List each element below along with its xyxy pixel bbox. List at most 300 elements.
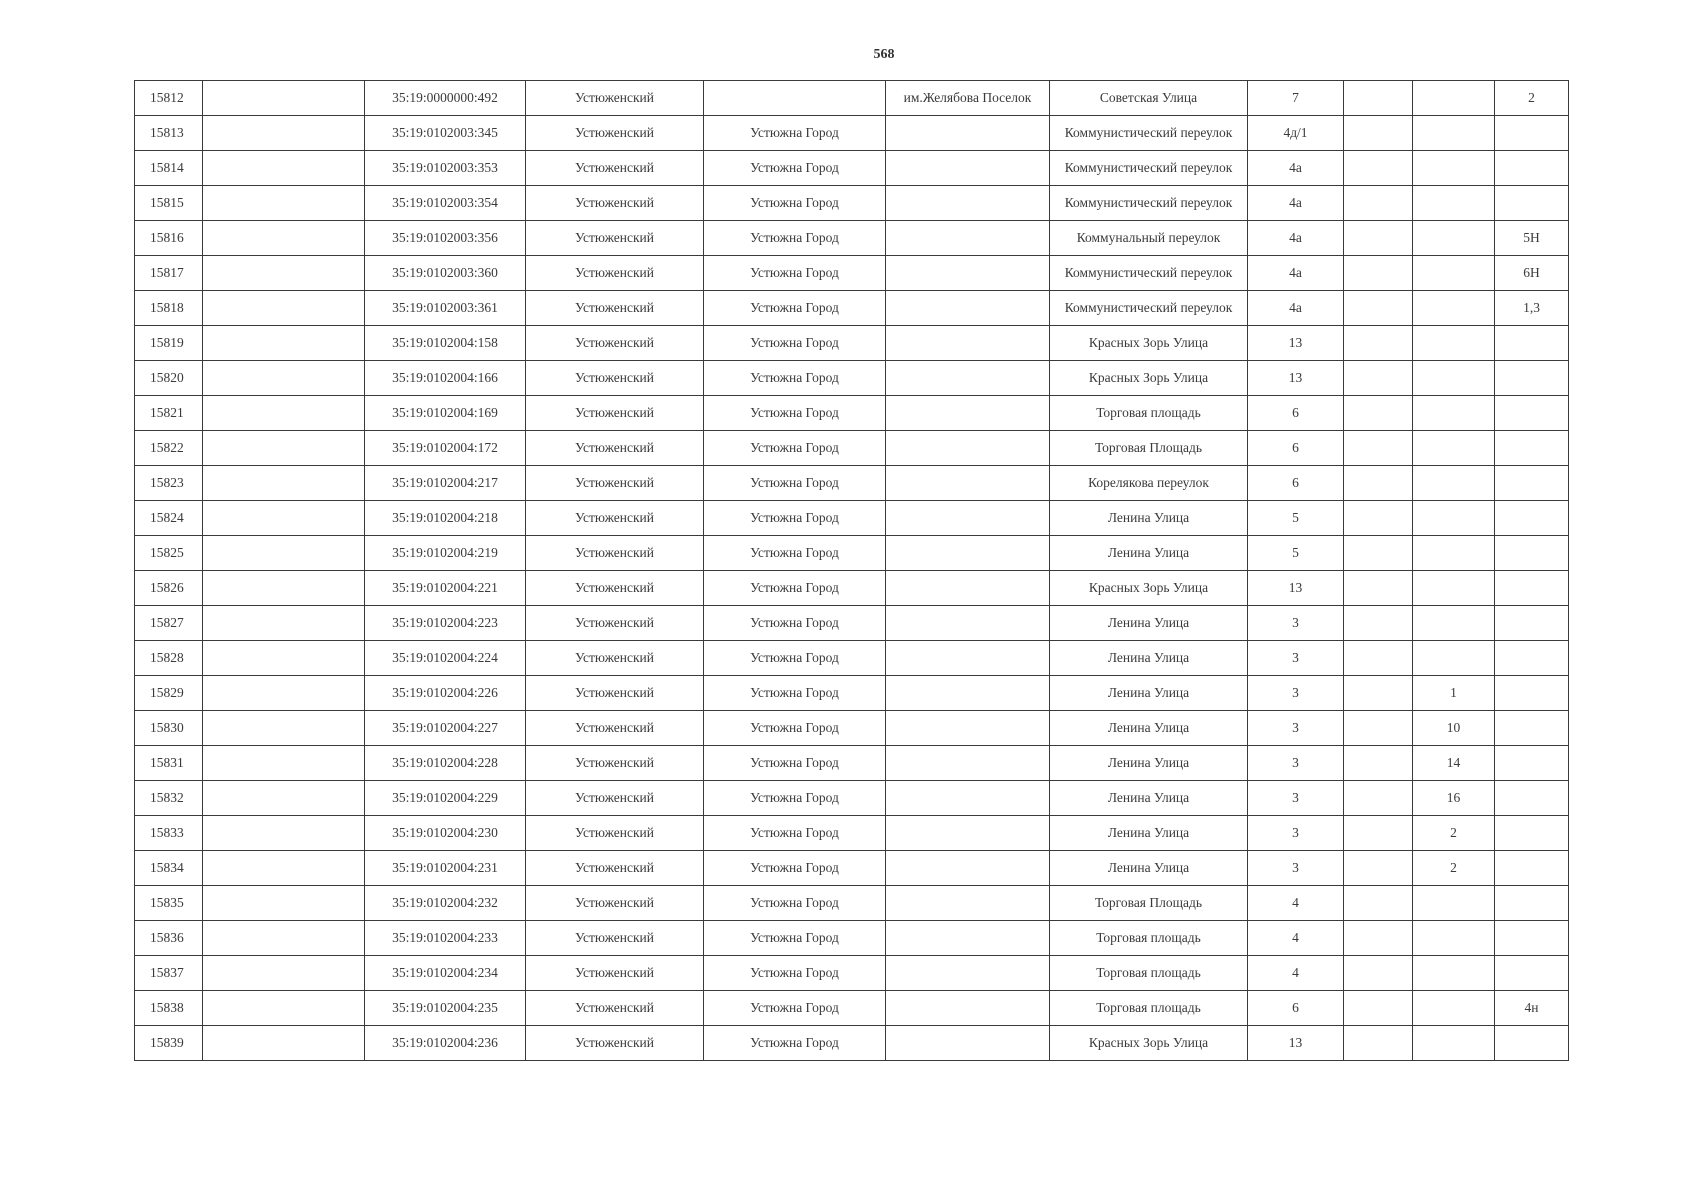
cell-cadastral-number: 35:19:0102004:218 bbox=[365, 501, 526, 536]
cell-blank bbox=[203, 326, 365, 361]
cell-record-number: 15816 bbox=[135, 221, 203, 256]
cell-blank bbox=[203, 991, 365, 1026]
cell-city: Устюжна Город bbox=[704, 781, 886, 816]
cell-blank bbox=[203, 641, 365, 676]
cell-street: Торговая площадь bbox=[1050, 956, 1248, 991]
cell-room bbox=[1495, 116, 1569, 151]
cell-city: Устюжна Город bbox=[704, 501, 886, 536]
cell-settlement bbox=[886, 781, 1050, 816]
cell-district: Устюженский bbox=[526, 116, 704, 151]
cell-room bbox=[1495, 151, 1569, 186]
cell-city bbox=[704, 81, 886, 116]
cell-house: 3 bbox=[1248, 641, 1344, 676]
cell-street: Корелякова переулок bbox=[1050, 466, 1248, 501]
cell-cadastral-number: 35:19:0102004:234 bbox=[365, 956, 526, 991]
cell-blank bbox=[203, 956, 365, 991]
cell-apartment bbox=[1413, 886, 1495, 921]
cell-blank bbox=[203, 676, 365, 711]
cell-record-number: 15824 bbox=[135, 501, 203, 536]
cell-house: 4 bbox=[1248, 886, 1344, 921]
cell-cadastral-number: 35:19:0102004:158 bbox=[365, 326, 526, 361]
cell-record-number: 15812 bbox=[135, 81, 203, 116]
cell-building bbox=[1344, 291, 1413, 326]
cell-cadastral-number: 35:19:0102004:223 bbox=[365, 606, 526, 641]
cell-settlement bbox=[886, 816, 1050, 851]
cell-settlement bbox=[886, 1026, 1050, 1061]
table-row bbox=[135, 396, 1569, 431]
cell-apartment bbox=[1413, 641, 1495, 676]
cell-blank bbox=[203, 151, 365, 186]
cell-cadastral-number: 35:19:0102004:166 bbox=[365, 361, 526, 396]
cell-blank bbox=[203, 291, 365, 326]
cell-blank bbox=[203, 116, 365, 151]
cell-blank bbox=[203, 466, 365, 501]
cell-cadastral-number: 35:19:0102004:236 bbox=[365, 1026, 526, 1061]
cell-district: Устюженский bbox=[526, 816, 704, 851]
cell-district: Устюженский bbox=[526, 501, 704, 536]
cell-apartment bbox=[1413, 396, 1495, 431]
cell-apartment bbox=[1413, 221, 1495, 256]
cell-room: 6Н bbox=[1495, 256, 1569, 291]
cell-district: Устюженский bbox=[526, 676, 704, 711]
cell-record-number: 15822 bbox=[135, 431, 203, 466]
cell-building bbox=[1344, 186, 1413, 221]
cell-street: Ленина Улица bbox=[1050, 816, 1248, 851]
cell-street: Коммунистический переулок bbox=[1050, 256, 1248, 291]
table-row bbox=[135, 81, 1569, 116]
cell-record-number: 15829 bbox=[135, 676, 203, 711]
cell-building bbox=[1344, 396, 1413, 431]
cell-building bbox=[1344, 606, 1413, 641]
table-row bbox=[135, 991, 1569, 1026]
cell-apartment: 16 bbox=[1413, 781, 1495, 816]
cell-house: 13 bbox=[1248, 361, 1344, 396]
cell-house: 4а bbox=[1248, 221, 1344, 256]
cell-blank bbox=[203, 536, 365, 571]
cell-settlement bbox=[886, 991, 1050, 1026]
cell-record-number: 15832 bbox=[135, 781, 203, 816]
cell-apartment bbox=[1413, 956, 1495, 991]
registry-table bbox=[134, 80, 1569, 1061]
cell-record-number: 15830 bbox=[135, 711, 203, 746]
cell-room bbox=[1495, 781, 1569, 816]
cell-blank bbox=[203, 431, 365, 466]
cell-settlement bbox=[886, 606, 1050, 641]
cell-street: Красных Зорь Улица bbox=[1050, 326, 1248, 361]
cell-house: 3 bbox=[1248, 851, 1344, 886]
cell-building bbox=[1344, 781, 1413, 816]
cell-city: Устюжна Город bbox=[704, 466, 886, 501]
cell-house: 4д/1 bbox=[1248, 116, 1344, 151]
cell-settlement bbox=[886, 921, 1050, 956]
cell-district: Устюженский bbox=[526, 746, 704, 781]
cell-street: Торговая Площадь bbox=[1050, 431, 1248, 466]
cell-room: 5Н bbox=[1495, 221, 1569, 256]
table-row bbox=[135, 571, 1569, 606]
table-row bbox=[135, 886, 1569, 921]
cell-blank bbox=[203, 256, 365, 291]
cell-apartment bbox=[1413, 326, 1495, 361]
cell-city: Устюжна Город bbox=[704, 116, 886, 151]
cell-blank bbox=[203, 571, 365, 606]
cell-blank bbox=[203, 1026, 365, 1061]
cell-city: Устюжна Город bbox=[704, 711, 886, 746]
cell-house: 13 bbox=[1248, 1026, 1344, 1061]
cell-room bbox=[1495, 921, 1569, 956]
cell-settlement bbox=[886, 641, 1050, 676]
cell-district: Устюженский bbox=[526, 466, 704, 501]
cell-city: Устюжна Город bbox=[704, 746, 886, 781]
cell-apartment bbox=[1413, 606, 1495, 641]
cell-record-number: 15828 bbox=[135, 641, 203, 676]
cell-settlement bbox=[886, 256, 1050, 291]
cell-record-number: 15827 bbox=[135, 606, 203, 641]
cell-city: Устюжна Город bbox=[704, 291, 886, 326]
cell-record-number: 15818 bbox=[135, 291, 203, 326]
cell-cadastral-number: 35:19:0102004:228 bbox=[365, 746, 526, 781]
cell-house: 3 bbox=[1248, 816, 1344, 851]
cell-room bbox=[1495, 1026, 1569, 1061]
cell-room bbox=[1495, 886, 1569, 921]
cell-apartment: 10 bbox=[1413, 711, 1495, 746]
cell-blank bbox=[203, 81, 365, 116]
cell-building bbox=[1344, 536, 1413, 571]
cell-house: 3 bbox=[1248, 781, 1344, 816]
cell-blank bbox=[203, 886, 365, 921]
cell-apartment: 14 bbox=[1413, 746, 1495, 781]
table-row bbox=[135, 116, 1569, 151]
cell-apartment bbox=[1413, 466, 1495, 501]
cell-district: Устюженский bbox=[526, 781, 704, 816]
cell-district: Устюженский bbox=[526, 361, 704, 396]
cell-street: Ленина Улица bbox=[1050, 746, 1248, 781]
cell-street: Коммунистический переулок bbox=[1050, 291, 1248, 326]
cell-cadastral-number: 35:19:0102004:169 bbox=[365, 396, 526, 431]
cell-room: 4н bbox=[1495, 991, 1569, 1026]
cell-building bbox=[1344, 431, 1413, 466]
table-row bbox=[135, 956, 1569, 991]
cell-settlement bbox=[886, 711, 1050, 746]
cell-district: Устюженский bbox=[526, 256, 704, 291]
table-row bbox=[135, 816, 1569, 851]
cell-district: Устюженский bbox=[526, 641, 704, 676]
table-row bbox=[135, 676, 1569, 711]
cell-cadastral-number: 35:19:0102004:227 bbox=[365, 711, 526, 746]
cell-district: Устюженский bbox=[526, 851, 704, 886]
cell-room bbox=[1495, 361, 1569, 396]
cell-city: Устюжна Город bbox=[704, 431, 886, 466]
cell-settlement bbox=[886, 396, 1050, 431]
cell-house: 6 bbox=[1248, 991, 1344, 1026]
cell-room bbox=[1495, 326, 1569, 361]
cell-cadastral-number: 35:19:0102004:219 bbox=[365, 536, 526, 571]
cell-house: 3 bbox=[1248, 606, 1344, 641]
cell-settlement bbox=[886, 851, 1050, 886]
page-number: 568 bbox=[873, 47, 895, 62]
cell-district: Устюженский bbox=[526, 396, 704, 431]
cell-district: Устюженский bbox=[526, 536, 704, 571]
table-row bbox=[135, 641, 1569, 676]
cell-blank bbox=[203, 396, 365, 431]
cell-street: Ленина Улица bbox=[1050, 536, 1248, 571]
cell-house: 3 bbox=[1248, 676, 1344, 711]
cell-room bbox=[1495, 431, 1569, 466]
cell-apartment bbox=[1413, 361, 1495, 396]
cell-apartment bbox=[1413, 571, 1495, 606]
cell-apartment bbox=[1413, 256, 1495, 291]
cell-district: Устюженский bbox=[526, 921, 704, 956]
cell-blank bbox=[203, 851, 365, 886]
cell-settlement bbox=[886, 116, 1050, 151]
cell-street: Советская Улица bbox=[1050, 81, 1248, 116]
cell-record-number: 15819 bbox=[135, 326, 203, 361]
cell-room bbox=[1495, 956, 1569, 991]
cell-cadastral-number: 35:19:0000000:492 bbox=[365, 81, 526, 116]
cell-blank bbox=[203, 921, 365, 956]
table-row bbox=[135, 326, 1569, 361]
cell-house: 6 bbox=[1248, 396, 1344, 431]
table-row bbox=[135, 501, 1569, 536]
table-row bbox=[135, 746, 1569, 781]
cell-street: Коммунистический переулок bbox=[1050, 116, 1248, 151]
cell-record-number: 15813 bbox=[135, 116, 203, 151]
cell-street: Коммунистический переулок bbox=[1050, 151, 1248, 186]
cell-building bbox=[1344, 921, 1413, 956]
cell-house: 4а bbox=[1248, 256, 1344, 291]
cell-building bbox=[1344, 991, 1413, 1026]
cell-room bbox=[1495, 186, 1569, 221]
cell-city: Устюжна Город bbox=[704, 1026, 886, 1061]
cell-cadastral-number: 35:19:0102003:360 bbox=[365, 256, 526, 291]
cell-district: Устюженский bbox=[526, 991, 704, 1026]
cell-building bbox=[1344, 676, 1413, 711]
cell-settlement bbox=[886, 746, 1050, 781]
cell-cadastral-number: 35:19:0102003:354 bbox=[365, 186, 526, 221]
cell-blank bbox=[203, 781, 365, 816]
cell-settlement bbox=[886, 431, 1050, 466]
cell-cadastral-number: 35:19:0102004:229 bbox=[365, 781, 526, 816]
cell-record-number: 15833 bbox=[135, 816, 203, 851]
cell-blank bbox=[203, 361, 365, 396]
cell-street: Коммунальный переулок bbox=[1050, 221, 1248, 256]
cell-district: Устюженский bbox=[526, 151, 704, 186]
cell-apartment bbox=[1413, 116, 1495, 151]
cell-cadastral-number: 35:19:0102004:231 bbox=[365, 851, 526, 886]
cell-record-number: 15825 bbox=[135, 536, 203, 571]
cell-settlement bbox=[886, 186, 1050, 221]
cell-building bbox=[1344, 851, 1413, 886]
cell-cadastral-number: 35:19:0102004:230 bbox=[365, 816, 526, 851]
cell-street: Красных Зорь Улица bbox=[1050, 361, 1248, 396]
table-row bbox=[135, 186, 1569, 221]
cell-house: 5 bbox=[1248, 536, 1344, 571]
cell-street: Торговая площадь bbox=[1050, 396, 1248, 431]
cell-building bbox=[1344, 886, 1413, 921]
cell-district: Устюженский bbox=[526, 886, 704, 921]
cell-blank bbox=[203, 501, 365, 536]
cell-cadastral-number: 35:19:0102004:232 bbox=[365, 886, 526, 921]
cell-record-number: 15821 bbox=[135, 396, 203, 431]
cell-cadastral-number: 35:19:0102003:345 bbox=[365, 116, 526, 151]
cell-district: Устюженский bbox=[526, 291, 704, 326]
cell-city: Устюжна Город bbox=[704, 221, 886, 256]
cell-apartment bbox=[1413, 186, 1495, 221]
cell-cadastral-number: 35:19:0102004:233 bbox=[365, 921, 526, 956]
cell-cadastral-number: 35:19:0102004:235 bbox=[365, 991, 526, 1026]
cell-street: Ленина Улица bbox=[1050, 676, 1248, 711]
cell-city: Устюжна Город bbox=[704, 956, 886, 991]
cell-city: Устюжна Город bbox=[704, 256, 886, 291]
cell-building bbox=[1344, 466, 1413, 501]
cell-room bbox=[1495, 466, 1569, 501]
cell-city: Устюжна Город bbox=[704, 921, 886, 956]
cell-city: Устюжна Город bbox=[704, 886, 886, 921]
cell-record-number: 15837 bbox=[135, 956, 203, 991]
cell-cadastral-number: 35:19:0102004:224 bbox=[365, 641, 526, 676]
cell-city: Устюжна Город bbox=[704, 326, 886, 361]
cell-city: Устюжна Город bbox=[704, 396, 886, 431]
cell-room bbox=[1495, 571, 1569, 606]
cell-blank bbox=[203, 711, 365, 746]
cell-cadastral-number: 35:19:0102003:356 bbox=[365, 221, 526, 256]
cell-building bbox=[1344, 956, 1413, 991]
cell-room: 2 bbox=[1495, 81, 1569, 116]
cell-apartment bbox=[1413, 501, 1495, 536]
cell-settlement bbox=[886, 221, 1050, 256]
cell-record-number: 15835 bbox=[135, 886, 203, 921]
cell-record-number: 15836 bbox=[135, 921, 203, 956]
cell-house: 6 bbox=[1248, 431, 1344, 466]
cell-room bbox=[1495, 641, 1569, 676]
cell-room bbox=[1495, 711, 1569, 746]
table-row bbox=[135, 291, 1569, 326]
table-row bbox=[135, 1026, 1569, 1061]
cell-settlement bbox=[886, 326, 1050, 361]
cell-street: Ленина Улица bbox=[1050, 501, 1248, 536]
cell-room bbox=[1495, 536, 1569, 571]
cell-house: 13 bbox=[1248, 571, 1344, 606]
cell-city: Устюжна Город bbox=[704, 851, 886, 886]
cell-district: Устюженский bbox=[526, 431, 704, 466]
cell-building bbox=[1344, 116, 1413, 151]
table-row bbox=[135, 921, 1569, 956]
cell-district: Устюженский bbox=[526, 606, 704, 641]
cell-room bbox=[1495, 396, 1569, 431]
cell-street: Ленина Улица bbox=[1050, 641, 1248, 676]
table-row bbox=[135, 711, 1569, 746]
cell-settlement bbox=[886, 956, 1050, 991]
cell-city: Устюжна Город bbox=[704, 536, 886, 571]
cell-cadastral-number: 35:19:0102004:217 bbox=[365, 466, 526, 501]
cell-house: 4а bbox=[1248, 151, 1344, 186]
cell-apartment bbox=[1413, 431, 1495, 466]
cell-settlement: им.Желябова Поселок bbox=[886, 81, 1050, 116]
cell-apartment bbox=[1413, 536, 1495, 571]
cell-building bbox=[1344, 641, 1413, 676]
cell-room: 1,3 bbox=[1495, 291, 1569, 326]
cell-building bbox=[1344, 81, 1413, 116]
cell-street: Торговая площадь bbox=[1050, 991, 1248, 1026]
cell-blank bbox=[203, 606, 365, 641]
cell-street: Ленина Улица bbox=[1050, 606, 1248, 641]
cell-street: Торговая площадь bbox=[1050, 921, 1248, 956]
cell-record-number: 15815 bbox=[135, 186, 203, 221]
cell-record-number: 15826 bbox=[135, 571, 203, 606]
cell-apartment: 2 bbox=[1413, 851, 1495, 886]
cell-house: 7 bbox=[1248, 81, 1344, 116]
table-row bbox=[135, 781, 1569, 816]
cell-city: Устюжна Город bbox=[704, 361, 886, 396]
cell-record-number: 15838 bbox=[135, 991, 203, 1026]
table-row bbox=[135, 431, 1569, 466]
cell-district: Устюженский bbox=[526, 956, 704, 991]
cell-room bbox=[1495, 746, 1569, 781]
cell-room bbox=[1495, 676, 1569, 711]
cell-street: Коммунистический переулок bbox=[1050, 186, 1248, 221]
cell-apartment bbox=[1413, 991, 1495, 1026]
cell-building bbox=[1344, 816, 1413, 851]
cell-record-number: 15814 bbox=[135, 151, 203, 186]
cell-settlement bbox=[886, 676, 1050, 711]
cell-blank bbox=[203, 221, 365, 256]
table-row bbox=[135, 536, 1569, 571]
cell-blank bbox=[203, 186, 365, 221]
cell-house: 13 bbox=[1248, 326, 1344, 361]
cell-apartment bbox=[1413, 921, 1495, 956]
cell-district: Устюженский bbox=[526, 571, 704, 606]
cell-settlement bbox=[886, 361, 1050, 396]
cell-district: Устюженский bbox=[526, 221, 704, 256]
cell-settlement bbox=[886, 466, 1050, 501]
table-row bbox=[135, 221, 1569, 256]
table-row bbox=[135, 151, 1569, 186]
cell-city: Устюжна Город bbox=[704, 151, 886, 186]
cell-blank bbox=[203, 746, 365, 781]
cell-apartment bbox=[1413, 291, 1495, 326]
cell-street: Красных Зорь Улица bbox=[1050, 1026, 1248, 1061]
table-row bbox=[135, 466, 1569, 501]
cell-street: Ленина Улица bbox=[1050, 781, 1248, 816]
cell-district: Устюженский bbox=[526, 81, 704, 116]
cell-settlement bbox=[886, 571, 1050, 606]
cell-building bbox=[1344, 571, 1413, 606]
cell-building bbox=[1344, 501, 1413, 536]
cell-house: 4 bbox=[1248, 956, 1344, 991]
cell-settlement bbox=[886, 291, 1050, 326]
cell-cadastral-number: 35:19:0102003:353 bbox=[365, 151, 526, 186]
cell-house: 3 bbox=[1248, 746, 1344, 781]
table-row bbox=[135, 256, 1569, 291]
table-row bbox=[135, 606, 1569, 641]
cell-settlement bbox=[886, 536, 1050, 571]
cell-blank bbox=[203, 816, 365, 851]
table-row bbox=[135, 851, 1569, 886]
cell-apartment: 2 bbox=[1413, 816, 1495, 851]
cell-house: 4 bbox=[1248, 921, 1344, 956]
table-row bbox=[135, 361, 1569, 396]
cell-record-number: 15823 bbox=[135, 466, 203, 501]
cell-building bbox=[1344, 746, 1413, 781]
cell-building bbox=[1344, 221, 1413, 256]
cell-record-number: 15820 bbox=[135, 361, 203, 396]
cell-room bbox=[1495, 816, 1569, 851]
cell-district: Устюженский bbox=[526, 326, 704, 361]
cell-district: Устюженский bbox=[526, 711, 704, 746]
cell-cadastral-number: 35:19:0102004:221 bbox=[365, 571, 526, 606]
cell-district: Устюженский bbox=[526, 186, 704, 221]
cell-apartment bbox=[1413, 81, 1495, 116]
cell-apartment bbox=[1413, 151, 1495, 186]
